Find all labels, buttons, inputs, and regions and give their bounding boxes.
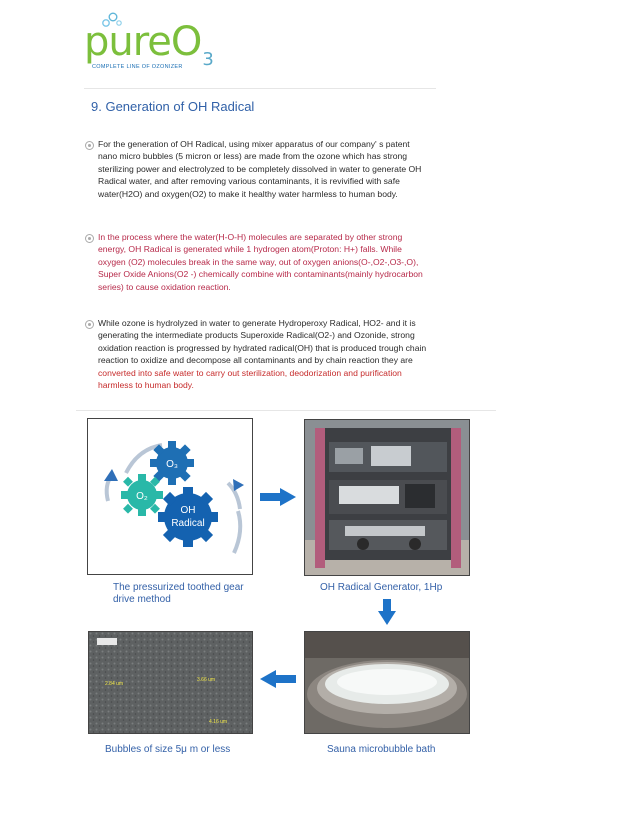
bubble-micrograph (88, 631, 253, 734)
gear-oh-label-1: OH (180, 505, 196, 516)
sauna-bath-photo (304, 631, 470, 734)
section-heading: 9. Generation of OH Radical (91, 99, 255, 114)
caption-generator: OH Radical Generator, 1Hp (320, 582, 443, 593)
arrow-right-icon (260, 488, 296, 506)
micrograph-label-3: 4.16 um (209, 719, 228, 725)
gear-o2-label: O₂ (136, 491, 148, 502)
bullet-icon (85, 234, 94, 243)
generator-photo (304, 419, 470, 576)
sauna-bath-image (305, 632, 470, 734)
caption-gear: The pressurized toothed gear drive method (113, 582, 244, 605)
micrograph-label-1: 2.84 um (105, 681, 124, 687)
paragraph-3-highlight: converted into safe water to carry out sterilization, deodorization and purification harmless to human body. (98, 367, 402, 391)
divider (76, 410, 496, 411)
gear-o3-label: O₃ (166, 459, 178, 470)
micrograph-label-2: 3.66 um (197, 677, 216, 683)
gear-diagram (88, 419, 253, 575)
arrow-down-icon (378, 599, 396, 625)
logo-name: pureO (84, 19, 202, 65)
divider (84, 88, 436, 89)
gear-oh-radical-icon (158, 487, 218, 547)
company-logo (84, 12, 234, 74)
gear-diagram-panel (87, 418, 253, 575)
paragraph-3 (98, 317, 428, 391)
arrow-left-icon (260, 670, 296, 688)
caption-bubbles: Bubbles of size 5μ m or less (105, 744, 231, 755)
logo-wordmark (84, 19, 213, 70)
generator-image (305, 420, 470, 576)
paragraph-2: In the process where the water(H-O-H) molecules are separated by other strong energy, OH Radical is generated while 1 hydrogen atom(Proton: H+) falls. While oxygen (O2) molecules break in the same way, out of oxygen anions(O-,O2-,O3-,O), Super Oxide Anions(O2 -) chemically combine with contaminants(mainly hydrocarbon series) to cause oxidation reaction. (98, 232, 423, 292)
gear-oh-label-2: Radical (171, 518, 205, 529)
micrograph-image (89, 632, 253, 734)
caption-bath: Sauna microbubble bath (327, 744, 436, 755)
logo-subscript: 3 (202, 49, 213, 70)
paragraph-3-text: While ozone is hydrolyzed in water to generate Hydroperoxy Radical, HO2- and it is generating the intermediate products Superoxide Radical(O2-) and Ozonide, strong oxidation reaction is progressed by hydrated radical(OH) that is produced trough chain reaction to oxidize and decompose all contaminants and by chain reaction they are (98, 318, 427, 366)
logo-tagline: COMPLETE LINE OF OZONIZER (92, 64, 183, 70)
bullet-icon (85, 320, 94, 329)
paragraph-1: For the generation of OH Radical, using mixer apparatus of our company' s patent nano micro bubbles (5 micron or less) are made from the ozone which has strong sterilizing power and electrolyzed to be completely dissolved in water to generate OH Radical water, and after removing various contaminants, it is revivified with safe water(H2O) and oxygen(O2) to make it healthy water harmless to human body. (98, 139, 422, 199)
bullet-icon (85, 141, 94, 150)
